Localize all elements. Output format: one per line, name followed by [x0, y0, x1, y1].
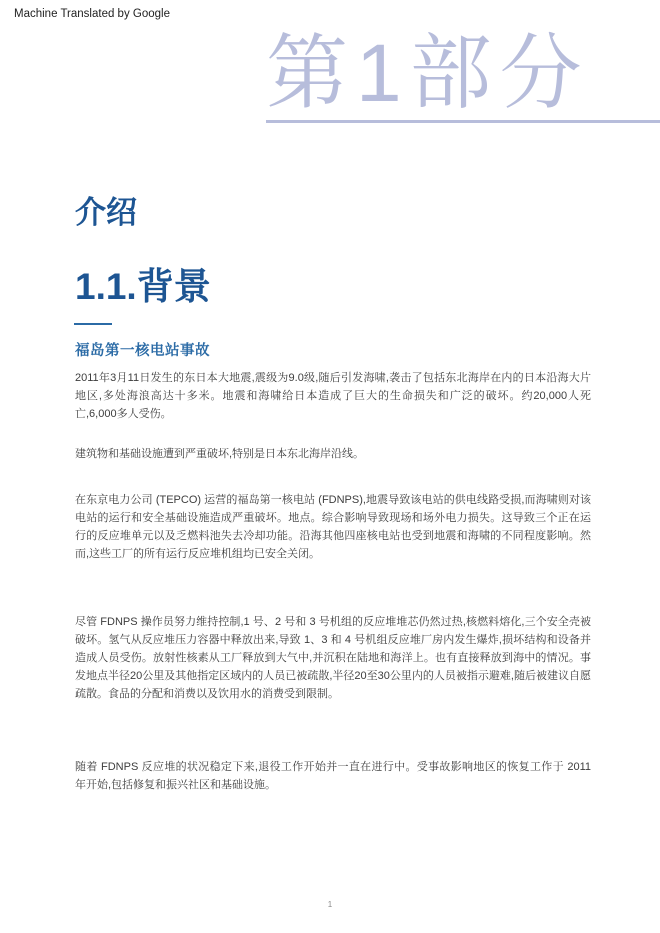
paragraph: 在东京电力公司 (TEPCO) 运营的福岛第一核电站 (FDNPS),地震导致该电站的供电线路受损,而海啸则对该电站的运行和安全基础设施造成严重破坏。地点。综合影响导致现场和场外电力损失。这导致三个正在运行的反应堆单元以及乏燃料池失去冷却功能。沿海其他四座核电站也受到地震和海啸的不同程度影响。然而,这些工厂的所有运行反应堆机组均已安全关闭。	[75, 494, 591, 560]
section-heading: 1.1.背景	[75, 266, 211, 307]
subsection-heading: 福岛第一核电站事故	[75, 343, 210, 359]
part-title-underline	[266, 28, 660, 123]
body-text	[75, 369, 591, 794]
paragraph: 建筑物和基础设施遭到严重破坏,特别是日本东北海岸沿线。	[75, 448, 365, 460]
paragraph: 尽管 FDNPS 操作员努力维持控制,1 号、2 号和 3 号机组的反应堆堆芯仍然过热,核燃料熔化,三个安全壳被破坏。氢气从反应堆压力容器中释放出来,导致 1、3 和 4 号机组反应堆厂房内发生爆炸,损坏结构和设备并造成人员受伤。放射性核素从工厂释放到大气中,并沉积在陆地和海洋上。也有直接释放到海中的情况。事发地点半径20公里及其他指定区域内的人员已被疏散,半径20至30公里内的人员被指示避难,随后被建议自愿疏散。食品的分配和消费以及饮用水的消费受到限制。	[75, 616, 591, 700]
section-rule	[74, 323, 112, 325]
part-title: 第1部分	[266, 28, 590, 119]
paragraph: 随着 FDNPS 反应堆的状况稳定下来,退役工作开始并一直在进行中。受事故影响地区的恢复工作于 2011 年开始,包括修复和振兴社区和基础设施。	[75, 761, 591, 791]
translation-watermark: Machine Translated by Google	[14, 8, 170, 20]
page-heading: 介绍	[75, 195, 137, 230]
paragraph: 2011年3月11日发生的东日本大地震,震级为9.0级,随后引发海啸,袭击了包括东北海岸在内的日本沿海大片地区,多处海浪高达十多米。地震和海啸给日本造成了巨大的生命损失和广泛的破坏。约20,000人死亡,6,000多人受伤。	[75, 372, 591, 420]
page-number: 1	[327, 900, 333, 909]
